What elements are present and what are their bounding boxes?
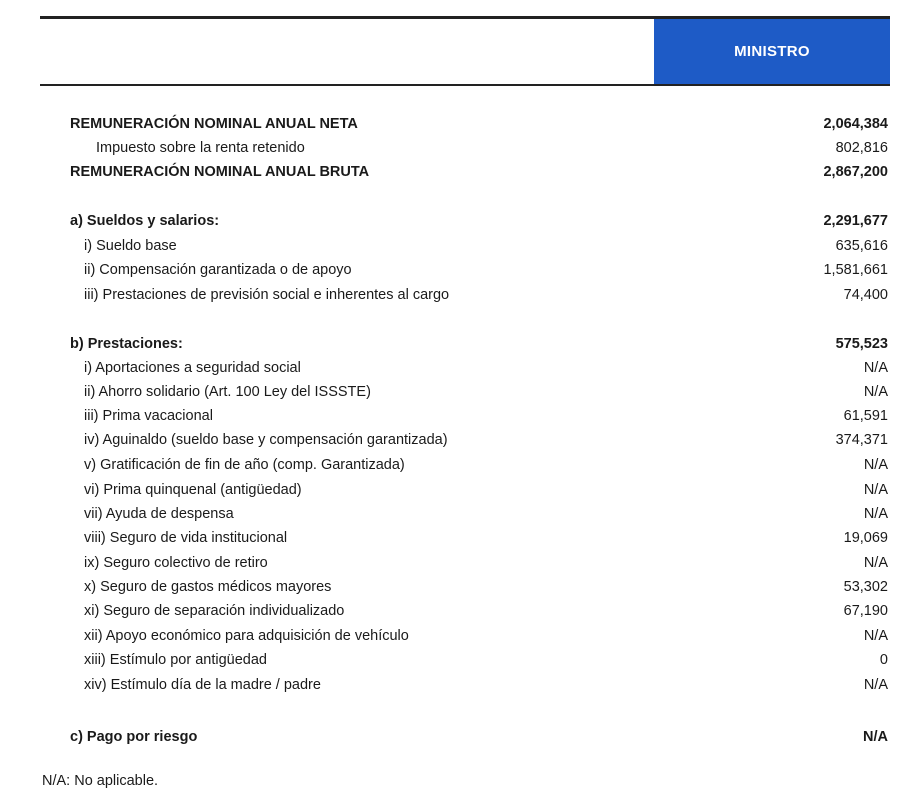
row-bruta bbox=[70, 161, 888, 183]
column-header-ministro bbox=[654, 19, 890, 84]
table-header bbox=[40, 16, 890, 86]
row-label: xi) Seguro de separación individualizado bbox=[84, 603, 345, 619]
row-gratificacion bbox=[70, 454, 888, 476]
row-value: 0 bbox=[879, 652, 888, 668]
row-despensa bbox=[70, 503, 888, 525]
row-label: vi) Prima quinquenal (antigüedad) bbox=[84, 482, 302, 498]
row-ahorro-solidario bbox=[70, 381, 888, 403]
row-seguro-vida bbox=[70, 527, 888, 549]
row-label: i) Sueldo base bbox=[84, 238, 177, 254]
row-label: xiii) Estímulo por antigüedad bbox=[84, 652, 267, 668]
row-isr bbox=[70, 137, 888, 159]
row-sueldo-base bbox=[70, 235, 888, 257]
row-value: 74,400 bbox=[843, 287, 888, 303]
row-label: a) Sueldos y salarios: bbox=[70, 213, 220, 229]
row-value: 53,302 bbox=[843, 579, 888, 595]
row-value: N/A bbox=[863, 729, 888, 745]
row-seguro-separacion bbox=[70, 600, 888, 622]
row-value: N/A bbox=[863, 677, 888, 693]
row-label: b) Prestaciones: bbox=[70, 336, 183, 352]
row-value: 802,816 bbox=[835, 140, 888, 156]
row-label: ii) Ahorro solidario (Art. 100 Ley del ISSSTE) bbox=[84, 384, 371, 400]
row-label: REMUNERACIÓN NOMINAL ANUAL BRUTA bbox=[70, 164, 370, 180]
row-value: N/A bbox=[863, 457, 888, 473]
row-gastos-medicos bbox=[70, 576, 888, 598]
row-value: N/A bbox=[863, 482, 888, 498]
row-value: 61,591 bbox=[843, 408, 888, 424]
row-label: Impuesto sobre la renta retenido bbox=[96, 140, 305, 156]
row-label: v) Gratificación de fin de año (comp. Garantizada) bbox=[84, 457, 405, 473]
row-seguro-retiro bbox=[70, 552, 888, 574]
row-compensacion bbox=[70, 259, 888, 281]
row-prestaciones bbox=[70, 333, 888, 355]
row-value: N/A bbox=[863, 555, 888, 571]
row-label: REMUNERACIÓN NOMINAL ANUAL NETA bbox=[70, 116, 358, 132]
row-value: N/A bbox=[863, 360, 888, 376]
row-value: 1,581,661 bbox=[823, 262, 888, 278]
row-apoyo-vehiculo bbox=[70, 625, 888, 647]
row-value: N/A bbox=[863, 506, 888, 522]
column-header-label: MINISTRO bbox=[734, 43, 810, 60]
row-neta bbox=[70, 113, 888, 135]
row-label: vii) Ayuda de despensa bbox=[84, 506, 234, 522]
row-label: i) Aportaciones a seguridad social bbox=[84, 360, 301, 376]
row-value: 575,523 bbox=[835, 336, 888, 352]
footnote: N/A: No aplicable. bbox=[42, 773, 159, 789]
row-value: 2,291,677 bbox=[823, 213, 888, 229]
row-label: iii) Prestaciones de previsión social e inherentes al cargo bbox=[84, 287, 450, 303]
row-label: c) Pago por riesgo bbox=[70, 729, 198, 745]
row-label: xiv) Estímulo día de la madre / padre bbox=[84, 677, 321, 693]
row-prima-quinquenal bbox=[70, 479, 888, 501]
row-value: 67,190 bbox=[843, 603, 888, 619]
row-value: N/A bbox=[863, 628, 888, 644]
row-value: 2,867,200 bbox=[823, 164, 888, 180]
row-sueldos bbox=[70, 210, 888, 232]
row-value: N/A bbox=[863, 384, 888, 400]
row-label: ii) Compensación garantizada o de apoyo bbox=[84, 262, 352, 278]
row-label: iii) Prima vacacional bbox=[84, 408, 213, 424]
row-prevision bbox=[70, 284, 888, 306]
row-prima-vacacional bbox=[70, 405, 888, 427]
row-estimulo-antiguedad bbox=[70, 649, 888, 671]
row-label: iv) Aguinaldo (sueldo base y compensación garantizada) bbox=[84, 432, 448, 448]
row-label: xii) Apoyo económico para adquisición de vehículo bbox=[84, 628, 409, 644]
row-value: 2,064,384 bbox=[823, 116, 888, 132]
row-value: 374,371 bbox=[835, 432, 888, 448]
row-estimulo-madre-padre bbox=[70, 674, 888, 696]
row-seguridad-social bbox=[70, 357, 888, 379]
row-label: x) Seguro de gastos médicos mayores bbox=[84, 579, 332, 595]
row-label: ix) Seguro colectivo de retiro bbox=[84, 555, 268, 571]
row-value: 19,069 bbox=[843, 530, 888, 546]
row-aguinaldo bbox=[70, 429, 888, 451]
row-pago-riesgo bbox=[70, 726, 888, 748]
row-label: viii) Seguro de vida institucional bbox=[84, 530, 288, 546]
row-value: 635,616 bbox=[835, 238, 888, 254]
